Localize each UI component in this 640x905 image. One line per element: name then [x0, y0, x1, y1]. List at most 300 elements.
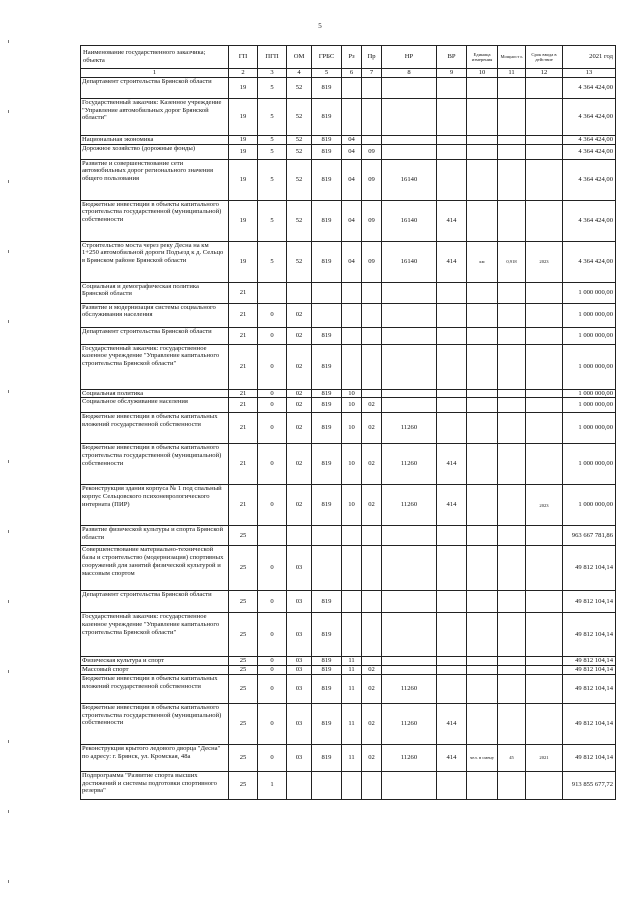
cell-pgp: 5 — [258, 241, 287, 282]
cell-grbs: 819 — [312, 744, 342, 771]
cell-rz — [342, 613, 362, 657]
col-header-pgp: ПГП — [258, 46, 287, 69]
cell-gp: 19 — [229, 159, 258, 200]
cell-unit — [467, 591, 498, 613]
cell-vr — [437, 526, 467, 546]
cell-unit — [467, 282, 498, 303]
cell-term — [526, 666, 563, 675]
cell-pr: 02 — [362, 398, 382, 413]
cell-gp: 19 — [229, 200, 258, 241]
cell-pr: 09 — [362, 200, 382, 241]
column-number: 9 — [437, 69, 467, 78]
table-row — [81, 485, 616, 526]
cell-pr — [362, 327, 382, 344]
cell-amount: 4 364 424,00 — [563, 159, 616, 200]
cell-term — [526, 159, 563, 200]
cell-name: Совершенствование материально-технической базы и строительство (модернизация) спортивных сооружений для занятий физической культурой и массовым спортом — [81, 546, 229, 591]
cell-amount: 49 812 104,14 — [563, 666, 616, 675]
table-row — [81, 613, 616, 657]
column-number: 3 — [258, 69, 287, 78]
cell-rz: 04 — [342, 135, 362, 144]
cell-pr: 02 — [362, 485, 382, 526]
col-header-name: Наименование государственного заказчика; объекта — [81, 46, 229, 69]
cell-pr — [362, 389, 382, 398]
col-header-om: ОМ — [287, 46, 312, 69]
cell-name: Массовый спорт — [81, 666, 229, 675]
cell-capacity — [498, 389, 526, 398]
cell-capacity — [498, 771, 526, 799]
cell-term — [526, 389, 563, 398]
cell-pgp: 0 — [258, 546, 287, 591]
cell-pgp: 0 — [258, 744, 287, 771]
cell-om: 03 — [287, 657, 312, 666]
cell-vr — [437, 135, 467, 144]
cell-unit — [467, 526, 498, 546]
cell-unit — [467, 485, 498, 526]
cell-name: Социальная политика — [81, 389, 229, 398]
cell-unit — [467, 546, 498, 591]
cell-unit — [467, 159, 498, 200]
cell-gp: 25 — [229, 526, 258, 546]
cell-om: 03 — [287, 591, 312, 613]
cell-unit: км — [467, 241, 498, 282]
table-row — [81, 413, 616, 444]
cell-unit — [467, 398, 498, 413]
table-row — [81, 98, 616, 135]
cell-gp: 21 — [229, 327, 258, 344]
cell-gp: 25 — [229, 744, 258, 771]
cell-nr: 16140 — [382, 159, 437, 200]
cell-grbs — [312, 282, 342, 303]
cell-grbs — [312, 546, 342, 591]
table-row — [81, 546, 616, 591]
cell-unit — [467, 135, 498, 144]
page-number: 5 — [318, 22, 322, 30]
cell-name: Государственный заказчик: Казенное учреждение "Управление автомобильных дорог Брянской области" — [81, 98, 229, 135]
cell-nr — [382, 303, 437, 327]
cell-unit: чел. в смену — [467, 744, 498, 771]
margin-mark — [8, 250, 9, 253]
cell-grbs: 819 — [312, 444, 342, 485]
cell-nr — [382, 344, 437, 389]
cell-term — [526, 674, 563, 703]
cell-name: Развитие физической культуры и спорта Брянской области — [81, 526, 229, 546]
cell-gp: 25 — [229, 771, 258, 799]
cell-om: 52 — [287, 241, 312, 282]
cell-rz: 10 — [342, 413, 362, 444]
margin-mark — [8, 110, 9, 113]
col-header-capacity: Мощност ь — [498, 46, 526, 69]
cell-pr — [362, 546, 382, 591]
cell-pgp: 0 — [258, 327, 287, 344]
cell-capacity — [498, 282, 526, 303]
cell-grbs: 819 — [312, 398, 342, 413]
cell-unit — [467, 327, 498, 344]
cell-vr — [437, 344, 467, 389]
cell-pgp: 5 — [258, 135, 287, 144]
cell-grbs: 819 — [312, 327, 342, 344]
cell-grbs: 819 — [312, 144, 342, 159]
cell-vr: 414 — [437, 200, 467, 241]
table-row — [81, 303, 616, 327]
cell-rz: 04 — [342, 241, 362, 282]
cell-vr — [437, 77, 467, 98]
cell-om: 02 — [287, 303, 312, 327]
cell-pr: 09 — [362, 241, 382, 282]
cell-nr — [382, 327, 437, 344]
cell-vr — [437, 398, 467, 413]
cell-vr — [437, 413, 467, 444]
cell-pgp: 0 — [258, 344, 287, 389]
cell-name: Развитие и совершенствование сети автомобильных дорог регионального значения общего пользования — [81, 159, 229, 200]
cell-grbs: 819 — [312, 485, 342, 526]
cell-amount: 49 812 104,14 — [563, 657, 616, 666]
cell-vr — [437, 159, 467, 200]
cell-om: 02 — [287, 327, 312, 344]
cell-rz — [342, 344, 362, 389]
cell-vr — [437, 613, 467, 657]
cell-amount: 4 364 424,00 — [563, 144, 616, 159]
cell-term — [526, 98, 563, 135]
cell-amount: 49 812 104,14 — [563, 613, 616, 657]
cell-om: 52 — [287, 144, 312, 159]
cell-grbs — [312, 526, 342, 546]
cell-capacity: 0,918 — [498, 241, 526, 282]
column-number: 2 — [229, 69, 258, 78]
cell-om: 02 — [287, 485, 312, 526]
table-row — [81, 135, 616, 144]
cell-capacity — [498, 703, 526, 744]
cell-rz: 11 — [342, 666, 362, 675]
cell-term — [526, 144, 563, 159]
cell-rz: 04 — [342, 159, 362, 200]
cell-amount: 49 812 104,14 — [563, 546, 616, 591]
table-row — [81, 591, 616, 613]
column-number: 8 — [382, 69, 437, 78]
table-row — [81, 444, 616, 485]
cell-amount: 49 812 104,14 — [563, 744, 616, 771]
col-header-year: 2021 год — [563, 46, 616, 69]
cell-rz — [342, 771, 362, 799]
cell-name: Департамент строительства Брянской области — [81, 327, 229, 344]
cell-vr: 414 — [437, 241, 467, 282]
cell-vr — [437, 144, 467, 159]
cell-name: Департамент строительства Брянской области — [81, 77, 229, 98]
column-number: 10 — [467, 69, 498, 78]
cell-name: Национальная экономика — [81, 135, 229, 144]
cell-pgp: 5 — [258, 144, 287, 159]
cell-name: Реконструкция крытого ледового дворца "Десна" по адресу: г. Брянск, ул. Кромская, 48а — [81, 744, 229, 771]
cell-gp: 21 — [229, 398, 258, 413]
cell-nr — [382, 389, 437, 398]
cell-unit — [467, 200, 498, 241]
cell-amount: 1 000 000,00 — [563, 303, 616, 327]
cell-pgp: 0 — [258, 303, 287, 327]
cell-pr: 02 — [362, 703, 382, 744]
cell-pgp — [258, 282, 287, 303]
cell-gp: 19 — [229, 135, 258, 144]
cell-amount: 1 000 000,00 — [563, 327, 616, 344]
cell-name: Государственный заказчик: государственное казенное учреждение "Управление капитального строительства Брянской области" — [81, 613, 229, 657]
cell-rz: 10 — [342, 389, 362, 398]
cell-gp: 21 — [229, 282, 258, 303]
cell-gp: 19 — [229, 241, 258, 282]
cell-capacity — [498, 159, 526, 200]
cell-amount: 4 364 424,00 — [563, 98, 616, 135]
cell-gp: 21 — [229, 303, 258, 327]
cell-unit — [467, 674, 498, 703]
margin-mark — [8, 460, 9, 463]
cell-vr: 414 — [437, 485, 467, 526]
cell-vr — [437, 303, 467, 327]
cell-om: 52 — [287, 98, 312, 135]
table-row — [81, 666, 616, 675]
col-header-nr: НР — [382, 46, 437, 69]
cell-name: Строительство моста через реку Десна на км 1+250 автомобильной дороги Подъезд к д. Сельцо в Брянском районе Брянской области — [81, 241, 229, 282]
cell-gp: 21 — [229, 485, 258, 526]
cell-pgp: 0 — [258, 666, 287, 675]
cell-rz — [342, 591, 362, 613]
cell-rz — [342, 526, 362, 546]
cell-amount: 963 667 781,86 — [563, 526, 616, 546]
cell-capacity — [498, 303, 526, 327]
cell-rz — [342, 98, 362, 135]
cell-nr — [382, 144, 437, 159]
margin-mark — [8, 320, 9, 323]
cell-pgp: 0 — [258, 703, 287, 744]
cell-nr: 11260 — [382, 413, 437, 444]
cell-capacity — [498, 444, 526, 485]
budget-table — [80, 45, 616, 800]
cell-pgp: 0 — [258, 613, 287, 657]
cell-om: 03 — [287, 744, 312, 771]
cell-unit — [467, 77, 498, 98]
cell-grbs: 819 — [312, 703, 342, 744]
cell-rz — [342, 282, 362, 303]
table-row — [81, 526, 616, 546]
cell-term — [526, 613, 563, 657]
cell-rz — [342, 303, 362, 327]
cell-pr: 02 — [362, 413, 382, 444]
column-number: 13 — [563, 69, 616, 78]
cell-nr — [382, 666, 437, 675]
cell-term — [526, 303, 563, 327]
cell-rz: 11 — [342, 657, 362, 666]
cell-nr — [382, 98, 437, 135]
cell-pr — [362, 613, 382, 657]
cell-amount: 4 364 424,00 — [563, 135, 616, 144]
cell-unit — [467, 444, 498, 485]
table-row — [81, 144, 616, 159]
table-row — [81, 327, 616, 344]
cell-om: 03 — [287, 613, 312, 657]
cell-rz — [342, 546, 362, 591]
cell-unit — [467, 666, 498, 675]
cell-gp: 19 — [229, 98, 258, 135]
margin-mark — [8, 670, 9, 673]
cell-name: Бюджетные инвестиции в объекты капитального строительства государственной (муниципальной) собственности — [81, 703, 229, 744]
cell-grbs: 819 — [312, 389, 342, 398]
cell-pgp: 0 — [258, 398, 287, 413]
cell-name: Бюджетные инвестиции в объекты капитальных вложений государственной собственности — [81, 413, 229, 444]
cell-om: 52 — [287, 135, 312, 144]
cell-term — [526, 200, 563, 241]
cell-term — [526, 546, 563, 591]
cell-amount: 4 364 424,00 — [563, 200, 616, 241]
cell-term — [526, 327, 563, 344]
table-row — [81, 200, 616, 241]
table-row — [81, 77, 616, 98]
column-number: 7 — [362, 69, 382, 78]
cell-pgp: 5 — [258, 200, 287, 241]
cell-pgp: 0 — [258, 485, 287, 526]
cell-vr: 414 — [437, 703, 467, 744]
cell-pr: 02 — [362, 444, 382, 485]
cell-om: 03 — [287, 546, 312, 591]
cell-capacity — [498, 200, 526, 241]
cell-grbs: 819 — [312, 241, 342, 282]
margin-mark — [8, 740, 9, 743]
table-row — [81, 282, 616, 303]
cell-unit — [467, 144, 498, 159]
cell-capacity — [498, 398, 526, 413]
cell-pr: 09 — [362, 159, 382, 200]
cell-pr — [362, 77, 382, 98]
cell-term — [526, 413, 563, 444]
cell-nr: 11260 — [382, 703, 437, 744]
cell-nr — [382, 135, 437, 144]
cell-grbs — [312, 771, 342, 799]
margin-mark — [8, 40, 9, 43]
cell-term — [526, 657, 563, 666]
cell-vr — [437, 389, 467, 398]
cell-rz: 10 — [342, 398, 362, 413]
cell-amount: 49 812 104,14 — [563, 591, 616, 613]
cell-pgp: 0 — [258, 413, 287, 444]
cell-nr: 11260 — [382, 674, 437, 703]
cell-amount: 4 364 424,00 — [563, 77, 616, 98]
cell-term — [526, 703, 563, 744]
cell-rz — [342, 77, 362, 98]
cell-grbs: 819 — [312, 674, 342, 703]
cell-gp: 21 — [229, 444, 258, 485]
cell-nr: 16140 — [382, 241, 437, 282]
cell-capacity — [498, 591, 526, 613]
cell-nr — [382, 526, 437, 546]
cell-pr — [362, 282, 382, 303]
cell-capacity — [498, 485, 526, 526]
cell-capacity — [498, 613, 526, 657]
cell-term — [526, 591, 563, 613]
cell-pr — [362, 657, 382, 666]
cell-om — [287, 526, 312, 546]
margin-mark — [8, 810, 9, 813]
cell-nr — [382, 546, 437, 591]
cell-name: Государственный заказчик: государственное казенное учреждение "Управление капитального строительства Брянской области" — [81, 344, 229, 389]
cell-name: Бюджетные инвестиции в объекты капитального строительства государственной (муниципальной) собственности — [81, 444, 229, 485]
cell-term — [526, 344, 563, 389]
cell-pr — [362, 771, 382, 799]
cell-om: 03 — [287, 703, 312, 744]
cell-unit — [467, 771, 498, 799]
header-row — [81, 46, 616, 69]
col-header-gp: ГП — [229, 46, 258, 69]
cell-pgp: 5 — [258, 159, 287, 200]
cell-name: Бюджетные инвестиции в объекты капитальных вложений государственной собственности — [81, 674, 229, 703]
cell-capacity — [498, 144, 526, 159]
cell-amount: 1 000 000,00 — [563, 344, 616, 389]
table-body — [81, 77, 616, 799]
cell-amount: 1 000 000,00 — [563, 444, 616, 485]
table-row — [81, 771, 616, 799]
cell-nr — [382, 282, 437, 303]
column-number: 1 — [81, 69, 229, 78]
cell-nr: 16140 — [382, 200, 437, 241]
cell-grbs: 819 — [312, 200, 342, 241]
cell-capacity — [498, 546, 526, 591]
cell-pr: 02 — [362, 674, 382, 703]
cell-name: Дорожное хозяйство (дорожные фонды) — [81, 144, 229, 159]
cell-name: Бюджетные инвестиции в объекты капитального строительства государственной (муниципальной) собственности — [81, 200, 229, 241]
cell-vr — [437, 657, 467, 666]
col-header-rz: Рз — [342, 46, 362, 69]
cell-om: 52 — [287, 77, 312, 98]
cell-rz — [342, 327, 362, 344]
cell-vr: 414 — [437, 444, 467, 485]
cell-pr — [362, 303, 382, 327]
cell-rz: 11 — [342, 703, 362, 744]
cell-name: Департамент строительства Брянской области — [81, 591, 229, 613]
cell-term: 2021 — [526, 744, 563, 771]
cell-pr — [362, 344, 382, 389]
margin-mark — [8, 880, 9, 883]
cell-gp: 25 — [229, 613, 258, 657]
cell-vr — [437, 666, 467, 675]
cell-gp: 25 — [229, 674, 258, 703]
col-header-vr: ВР — [437, 46, 467, 69]
cell-amount: 1 000 000,00 — [563, 389, 616, 398]
cell-capacity — [498, 413, 526, 444]
cell-nr — [382, 657, 437, 666]
cell-pgp: 0 — [258, 591, 287, 613]
cell-nr — [382, 591, 437, 613]
cell-term — [526, 771, 563, 799]
cell-capacity — [498, 327, 526, 344]
cell-vr — [437, 282, 467, 303]
cell-unit — [467, 613, 498, 657]
cell-vr — [437, 327, 467, 344]
cell-capacity — [498, 657, 526, 666]
cell-vr — [437, 771, 467, 799]
cell-om: 02 — [287, 413, 312, 444]
cell-grbs: 819 — [312, 591, 342, 613]
cell-pgp: 5 — [258, 98, 287, 135]
cell-om — [287, 282, 312, 303]
cell-nr: 11260 — [382, 444, 437, 485]
cell-unit — [467, 413, 498, 444]
column-number: 4 — [287, 69, 312, 78]
cell-nr — [382, 77, 437, 98]
cell-amount: 4 364 424,00 — [563, 241, 616, 282]
cell-pgp — [258, 526, 287, 546]
cell-grbs — [312, 303, 342, 327]
cell-name: Развитие и модернизация системы социального обслуживания населения — [81, 303, 229, 327]
cell-vr — [437, 98, 467, 135]
cell-capacity — [498, 77, 526, 98]
cell-name: Социальное обслуживание населения — [81, 398, 229, 413]
cell-vr — [437, 546, 467, 591]
table-row — [81, 344, 616, 389]
